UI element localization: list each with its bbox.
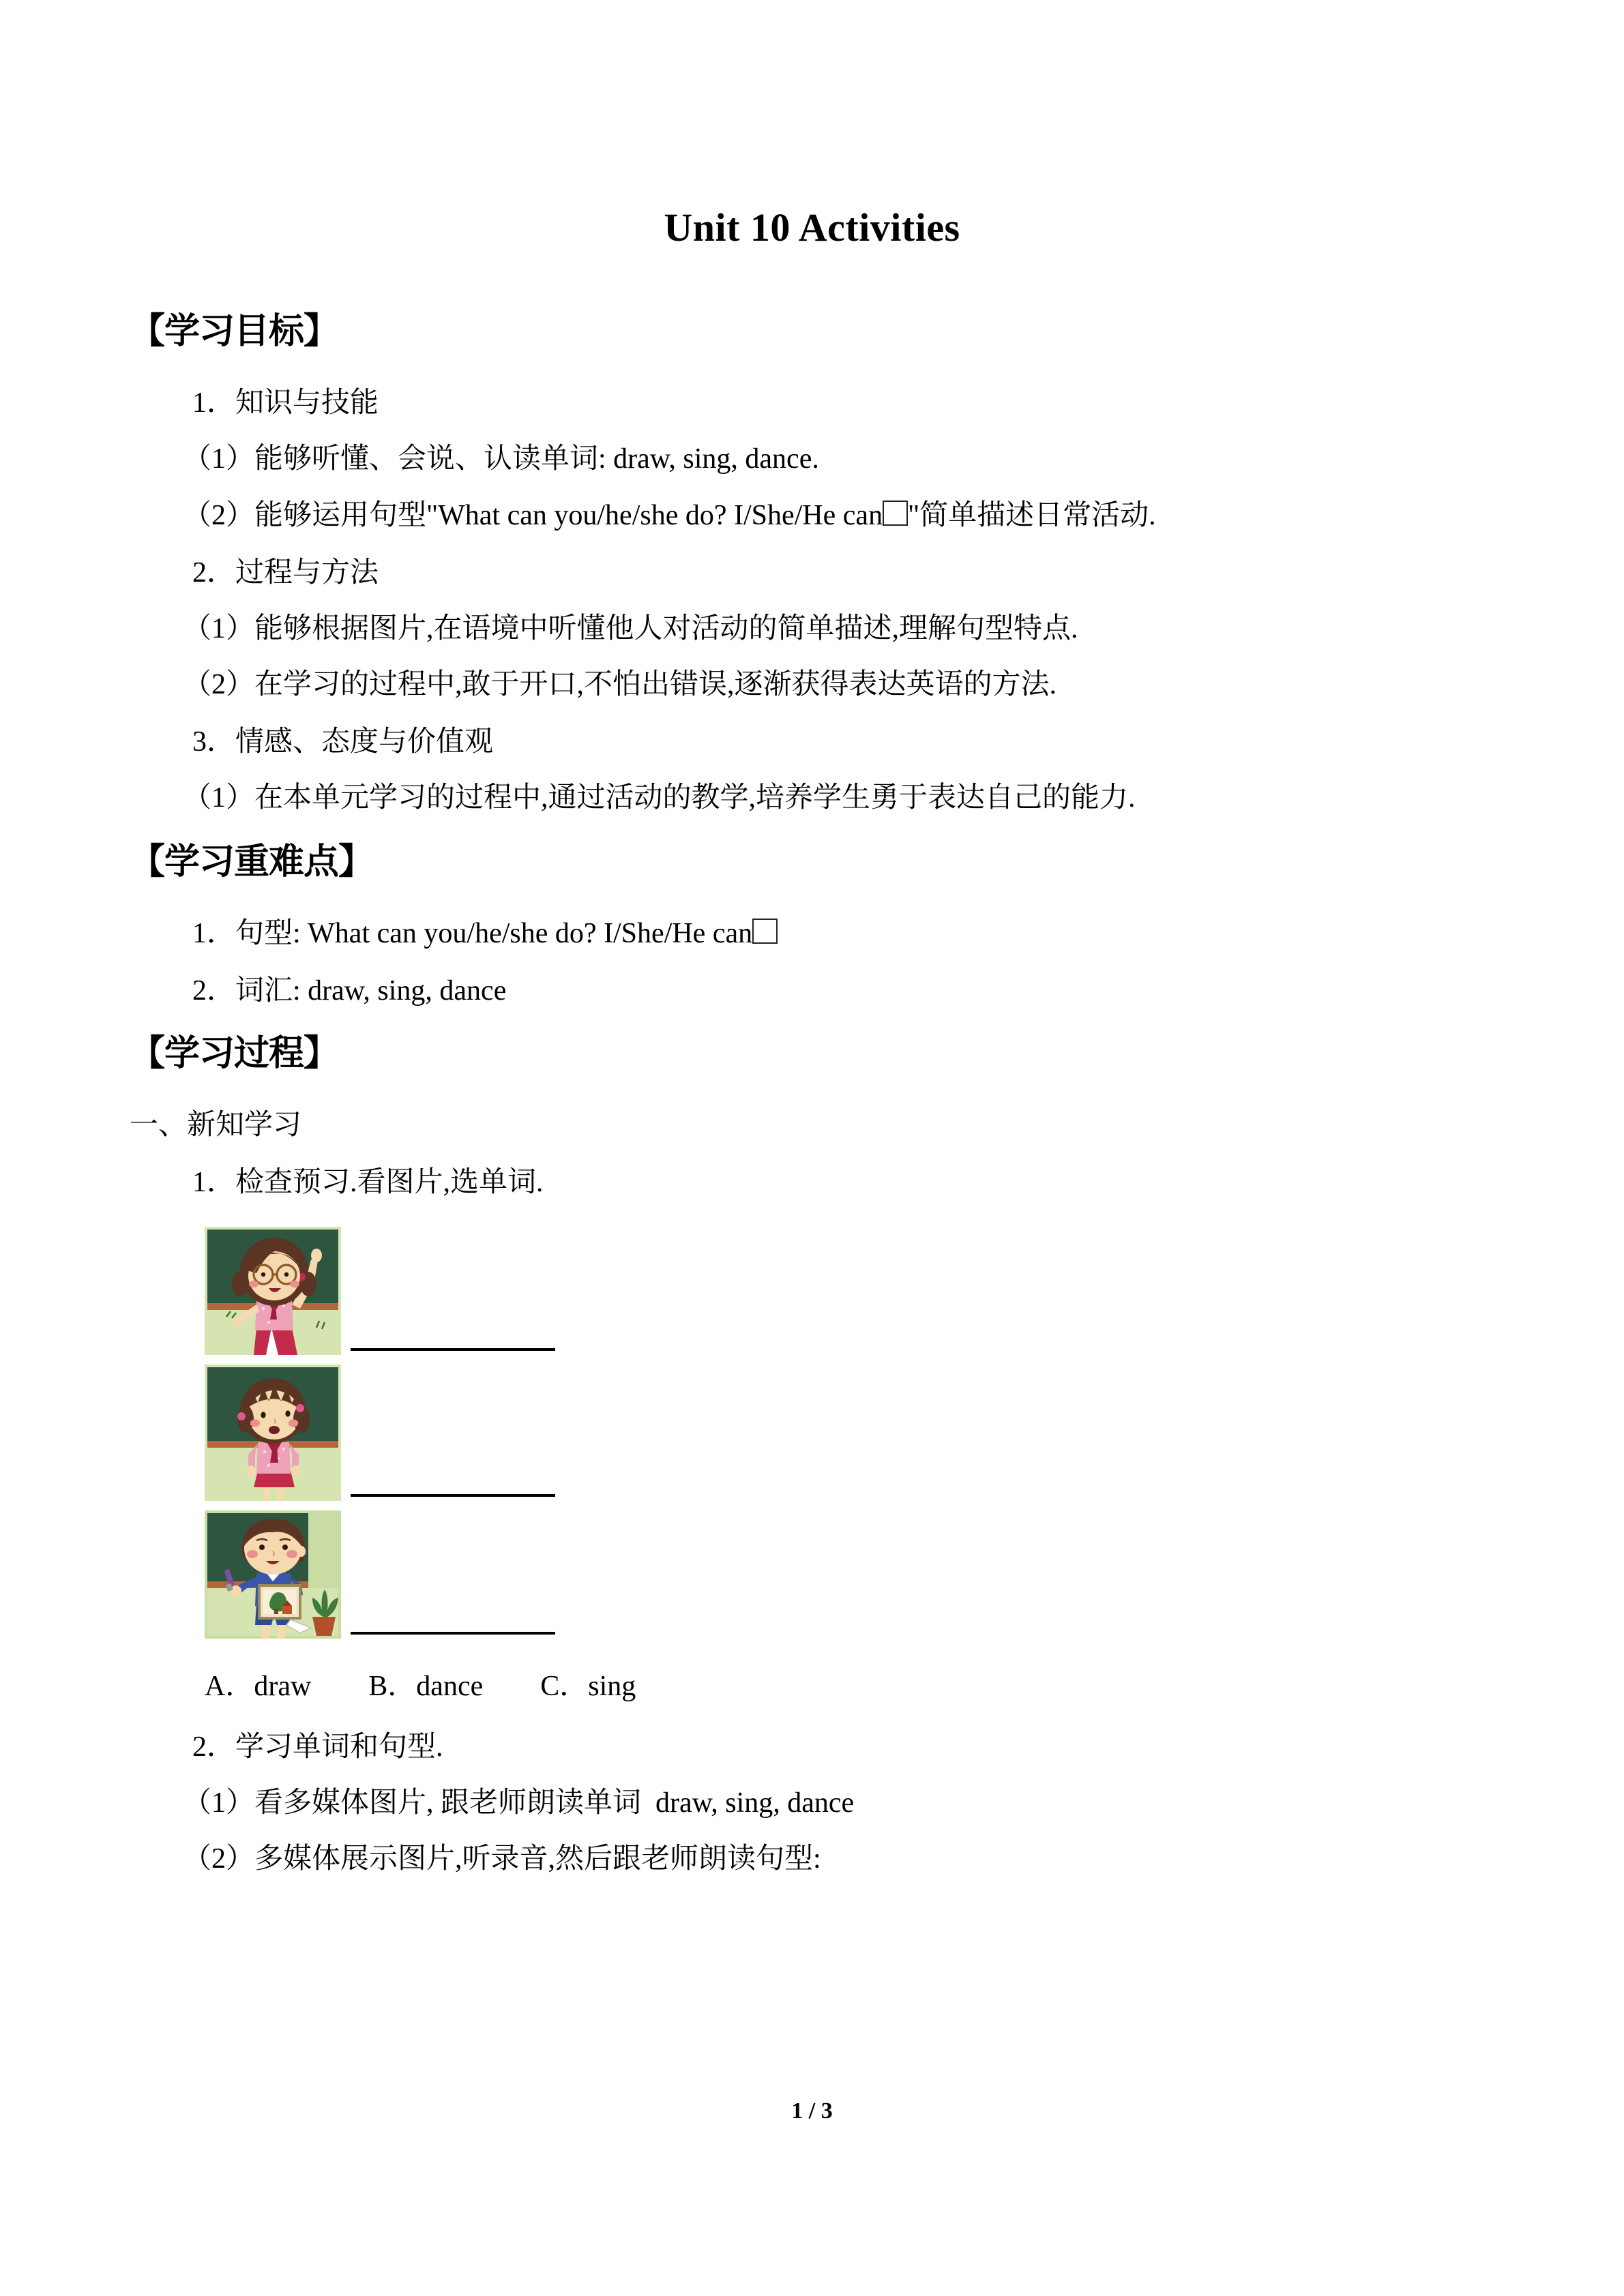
objective-1-1: （1）能够听懂、会说、认读单词: draw, sing, dance. [183,443,819,475]
objective-1-2-post: "简单描述日常活动. [908,499,1156,531]
process-task-2-1: （1）看多媒体图片, 跟老师朗读单词 draw, sing, dance [183,1787,855,1819]
girl-dancing-image [205,1227,341,1355]
objective-2-1: （1）能够根据图片,在语境中听懂他人对活动的简单描述,理解句型特点. [183,612,1078,644]
section-heading-process: 【学习过程】 [130,1033,339,1075]
picture-question-row-3 [130,1510,1494,1639]
page-footer: 1 / 3 [791,2098,833,2123]
girl-singing-image [205,1365,341,1501]
objective-knowledge-skills: 1．知识与技能 [192,387,379,419]
process-task-2-2: （2）多媒体展示图片,听录音,然后跟老师朗读句型: [183,1843,821,1875]
answer-options: A．draw B．dance C．sing [205,1670,636,1702]
section-heading-objectives: 【学习目标】 [130,311,339,352]
placeholder-box-icon [883,501,908,526]
answer-blank-1[interactable] [351,1344,555,1351]
keypoint-1 [130,919,1494,948]
process-task-2: 2．学习单词和句型. [192,1731,443,1763]
boy-drawing-image [205,1510,341,1639]
placeholder-box-icon [752,919,778,944]
objective-emotion-attitude: 3．情感、态度与价值观 [192,726,494,758]
answer-blank-2[interactable] [351,1490,555,1497]
objective-2-2: （2）在学习的过程中,敢于开口,不怕出错误,逐渐获得表达英语的方法. [183,668,1057,700]
objective-1-2 [130,501,1494,530]
answer-blank-3[interactable] [351,1628,555,1635]
process-subheading: 一、新知学习 [130,1109,302,1141]
section-heading-keypoints: 【学习重难点】 [130,841,374,882]
page-title: Unit 10 Activities [664,205,960,250]
picture-question-row-2 [130,1365,1494,1501]
keypoint-2: 2．词汇: draw, sing, dance [192,975,507,1007]
keypoint-1-text: 1．句型: What can you/he/she do? I/She/He can [192,918,753,950]
picture-question-row-1 [130,1227,1494,1355]
objective-1-2-pre: （2）能够运用句型"What can you/he/she do? I/She/He can [183,499,883,531]
process-task-1: 1．检查预习.看图片,选单词. [192,1166,544,1198]
objective-process-method: 2．过程与方法 [192,556,379,588]
objective-3-1: （1）在本单元学习的过程中,通过活动的教学,培养学生勇于表达自己的能力. [183,781,1136,814]
